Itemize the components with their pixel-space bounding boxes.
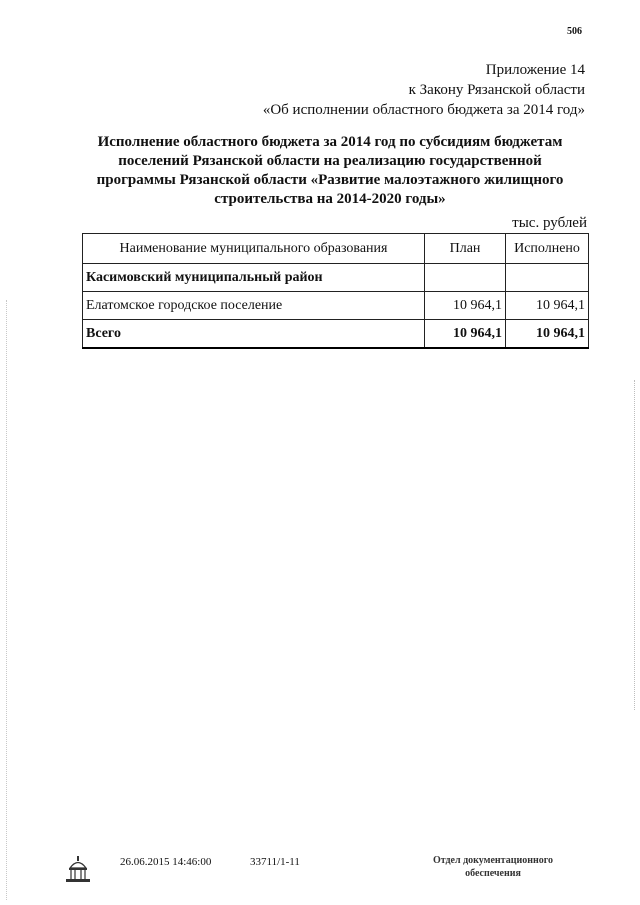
appendix-line-1: Приложение 14 xyxy=(485,62,585,78)
title-line-2: поселений Рязанской области на реализацию государственной xyxy=(118,153,542,169)
scan-artifact-right xyxy=(634,380,636,710)
header-plan: План xyxy=(425,234,506,264)
appendix-line-2: к Закону Рязанской области xyxy=(408,82,585,98)
footer xyxy=(0,855,640,895)
row-executed xyxy=(506,264,589,292)
budget-table xyxy=(82,233,589,349)
title-line-3: программы Рязанской области «Развитие малоэтажного жилищного xyxy=(96,172,564,188)
title-line-1: Исполнение областного бюджета за 2014 год по субсидиям бюджетам xyxy=(97,134,563,150)
stamp-datetime: 26.06.2015 14:46:00 xyxy=(120,856,212,868)
stamp-code: 33711/1-11 xyxy=(250,856,300,868)
duma-building-logo-icon xyxy=(63,855,93,888)
table-header-row xyxy=(83,234,589,264)
appendix-line-3: «Об исполнении областного бюджета за 2014 год» xyxy=(262,102,585,118)
department-stamp xyxy=(418,854,568,880)
row-plan: 10 964,1 xyxy=(425,292,506,320)
row-plan xyxy=(425,264,506,292)
scan-artifact-left xyxy=(6,300,8,900)
total-executed: 10 964,1 xyxy=(506,320,589,349)
table-row xyxy=(83,264,589,292)
header-executed: Исполнено xyxy=(506,234,589,264)
total-name: Всего xyxy=(83,320,425,349)
department-line-1: Отдел документационного xyxy=(432,855,554,866)
department-line-2: обеспечения xyxy=(465,868,521,879)
table-total-row xyxy=(83,320,589,349)
page-number: 506 xyxy=(567,26,582,37)
units-label: тыс. рублей xyxy=(512,215,587,231)
appendix-header xyxy=(263,60,585,120)
header-name: Наименование муниципального образования xyxy=(83,234,425,264)
title-line-4: строительства на 2014-2020 годы» xyxy=(214,191,446,207)
document-title xyxy=(80,133,580,209)
row-name: Елатомское городское поселение xyxy=(83,292,425,320)
total-plan: 10 964,1 xyxy=(425,320,506,349)
row-executed: 10 964,1 xyxy=(506,292,589,320)
table-row xyxy=(83,292,589,320)
row-name: Касимовский муниципальный район xyxy=(83,264,425,292)
